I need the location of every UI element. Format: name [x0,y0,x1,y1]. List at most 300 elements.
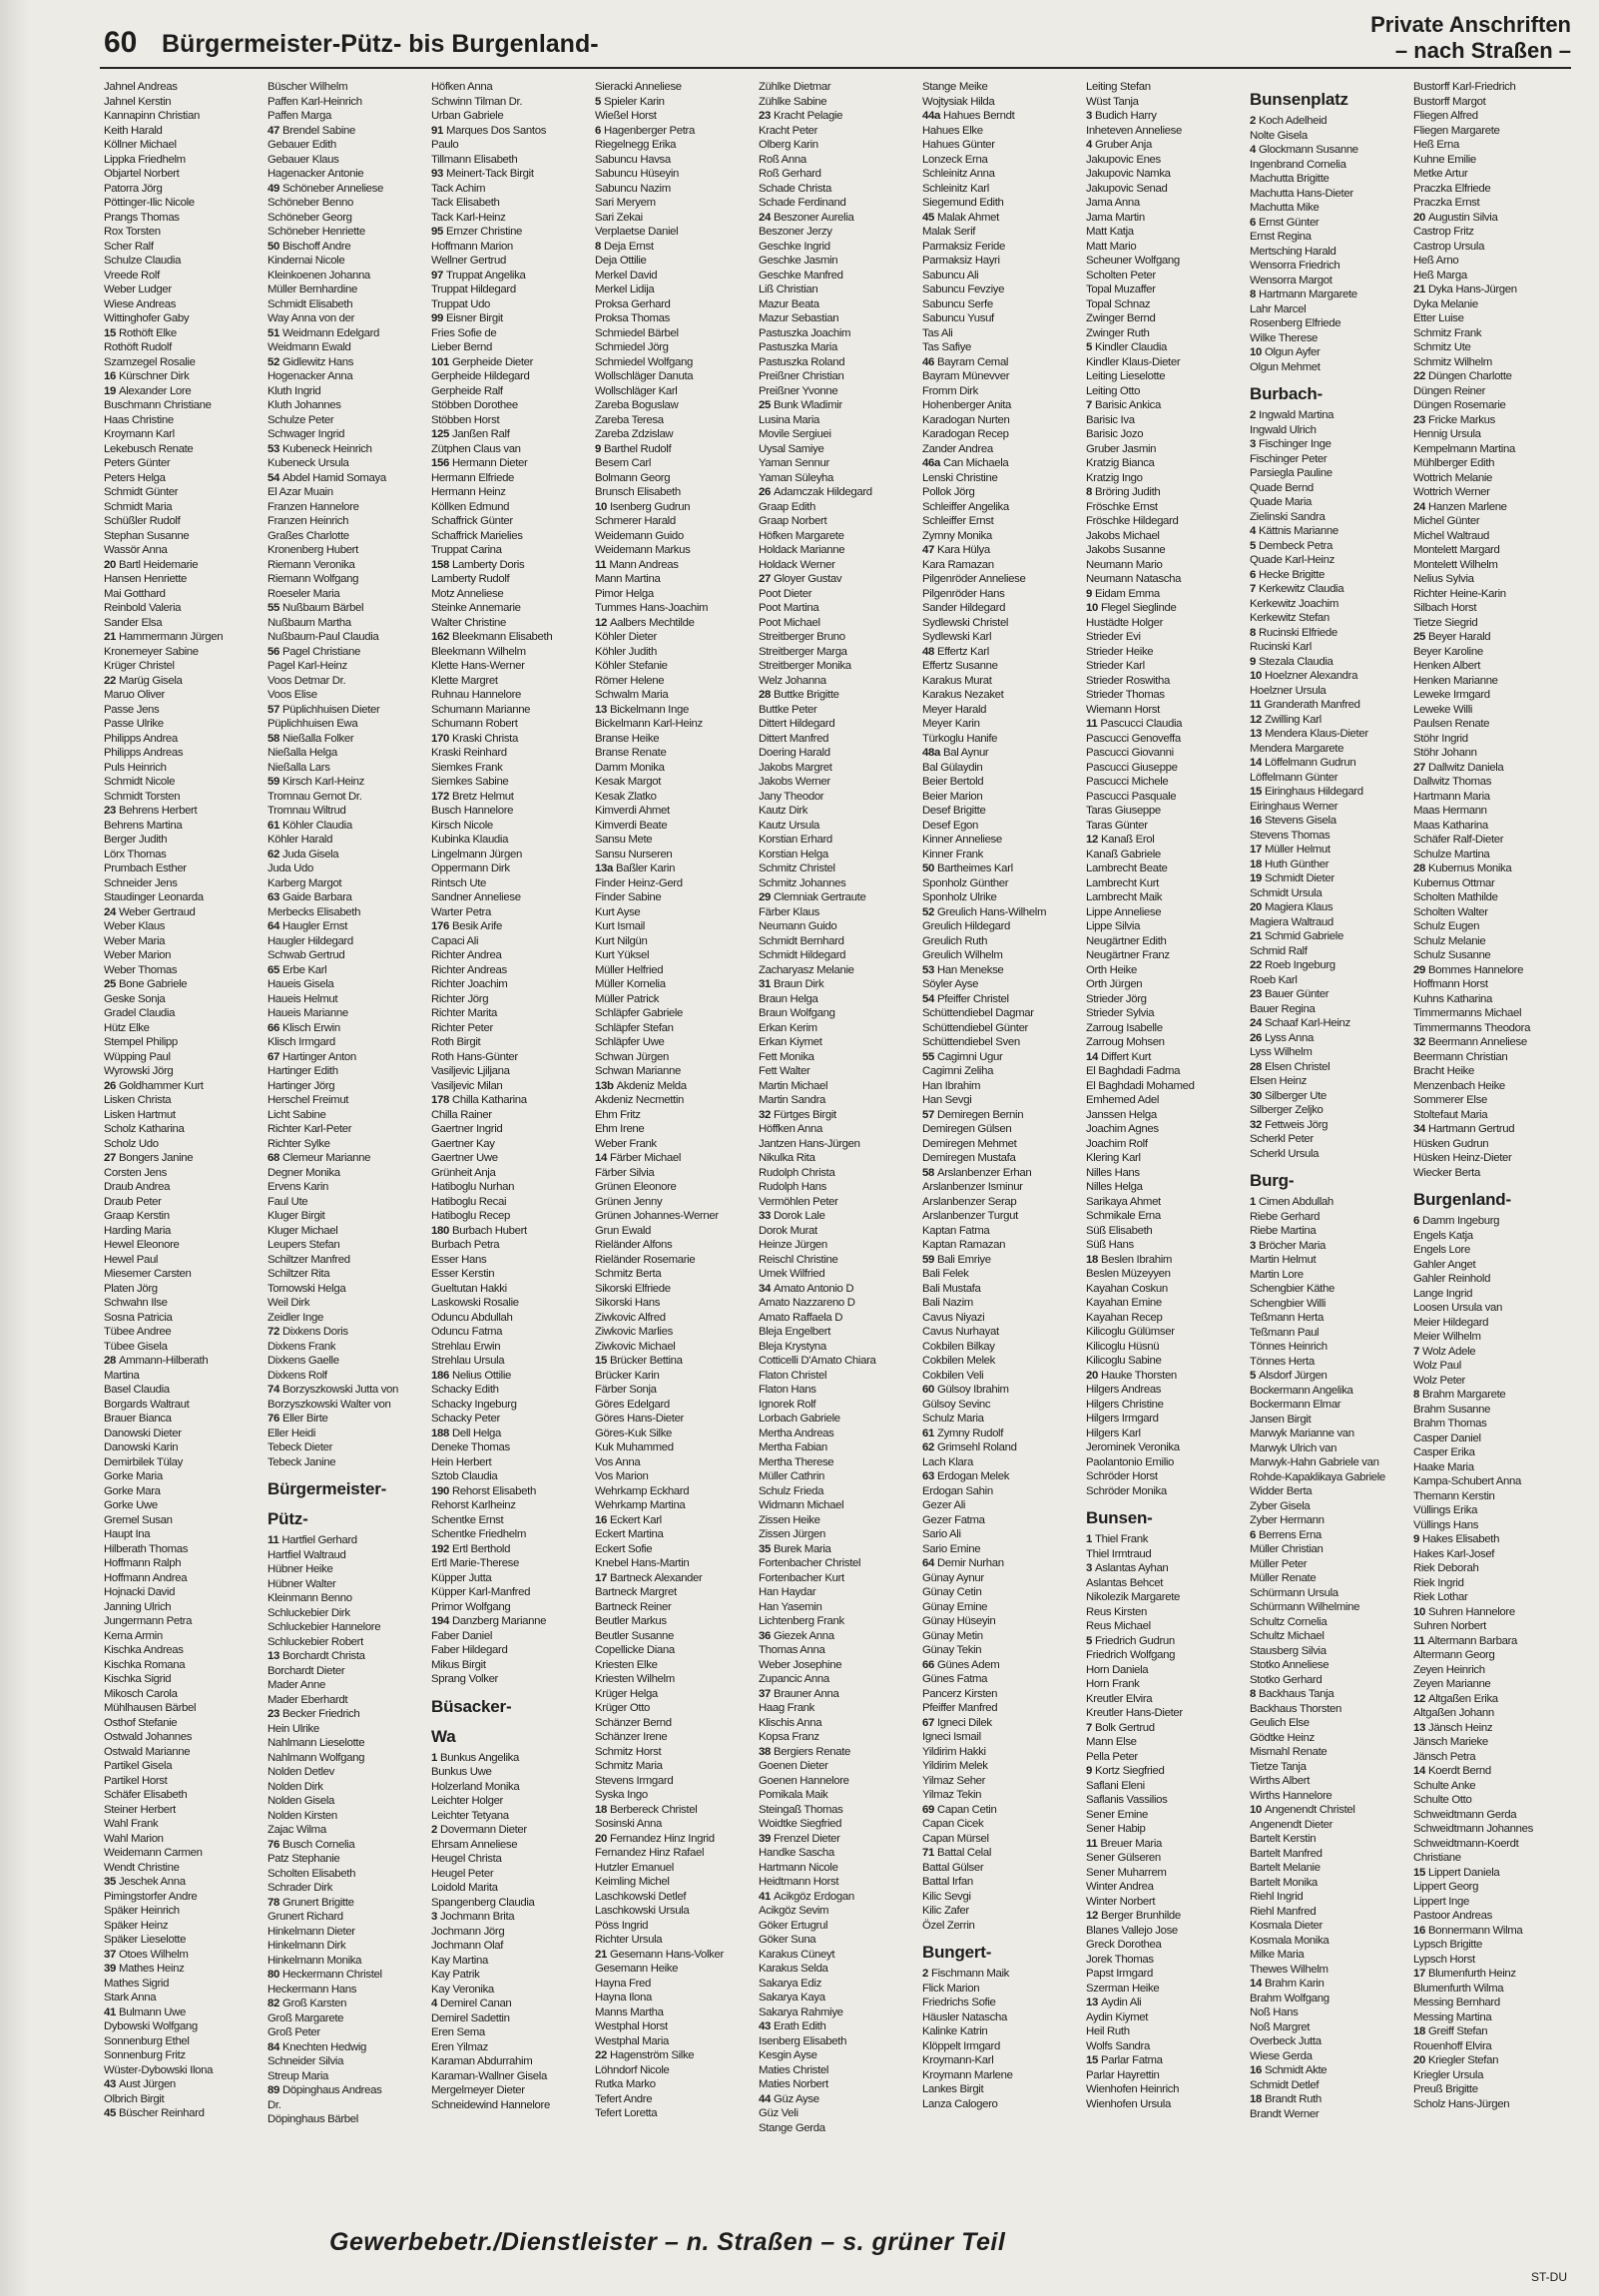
resident-name: Han Ibrahim [922,1079,981,1092]
resident-name: Schmidt Bernhard [759,934,844,947]
resident-entry [104,616,262,631]
resident-entry [1413,890,1571,905]
resident-name: Zütphen Claus van [431,442,521,455]
resident-name: Zareba Boguslaw [595,399,679,411]
resident-name: Passe Ulrike [104,718,164,730]
resident-name: Leweke Irmgard [1413,689,1490,701]
resident-name: Hoffmann Ralph [104,1557,182,1569]
resident-entry [1086,311,1244,326]
resident-name: Püplichhuisen Dieter [281,703,380,716]
resident-name: Kindernai Nicole [267,255,345,267]
resident-entry [104,109,262,124]
resident-entry [1413,1035,1571,1050]
resident-name: Rudolph Christa [759,1166,835,1179]
resident-entry [595,1585,753,1600]
resident-entry [1413,1432,1571,1446]
resident-name: Meyer Harald [922,703,987,716]
resident-name: Heugel Christa [431,1853,502,1865]
resident-name: Bustorff Margot [1413,95,1486,108]
resident-name: Gaertner Kay [431,1137,495,1150]
resident-entry [595,1282,753,1297]
resident-name: Streitberger Monika [759,660,851,672]
resident-name: Barisic Jozo [1086,428,1144,440]
resident-entry [922,514,1080,529]
resident-entry [104,167,262,182]
resident-name: Blumenfurth Heinz [1427,1968,1516,1980]
resident-entry [267,1678,425,1693]
resident-entry [267,1867,425,1882]
resident-entry [1250,1948,1407,1963]
resident-name: Schumann Robert [431,718,518,730]
resident-name: Kilic Sevgi [922,1890,971,1903]
resident-entry [1250,158,1407,173]
resident-name: Pastuszka Roland [759,355,845,368]
resident-name: Vüllings Hans [1413,1518,1479,1531]
resident-name: Richter Andrea [431,949,502,961]
resident-name: Schöneber Henriette [267,226,365,238]
resident-name: Heß Arno [1413,255,1459,267]
resident-name: Desef Egon [922,819,979,832]
resident-entry [595,1745,753,1760]
resident-name: Bayram Münevver [922,370,1010,382]
resident-name: Schneidewind Hannelore [431,2098,550,2111]
resident-name: Dittert Manfred [759,732,829,745]
resident-entry [1250,1876,1407,1891]
resident-entry [759,630,916,645]
resident-entry [922,948,1080,963]
resident-name: Heinze Jürgen [759,1239,827,1251]
resident-name: Bone Gabriele [118,978,188,990]
resident-name: Staudinger Leonarda [104,891,204,903]
resident-entry [1250,481,1407,496]
resident-name: Hutzler Emanuel [595,1861,674,1874]
resident-name: Eren Sema [431,2026,485,2038]
resident-name: Zissen Jürgen [759,1528,825,1540]
resident-entry [1086,819,1244,834]
listing-column-4 [595,80,753,2216]
resident-entry [1086,1122,1244,1137]
resident-entry [595,326,753,341]
resident-name: Wirths Albert [1250,1775,1311,1787]
resident-name: Gaertner Uwe [431,1152,498,1164]
resident-name: Elsen Christel [1264,1060,1331,1073]
resident-name: Degner Monika [267,1166,340,1179]
resident-entry [1086,456,1244,471]
resident-entry [1413,1851,1571,1866]
house-number: 6 [595,124,601,137]
resident-name: Mann Martina [595,573,661,585]
house-number: 48a [922,747,940,759]
resident-name: Ingenbrand Cornelia [1250,158,1346,171]
resident-name: Parmaksiz Feride [922,240,1006,253]
resident-name: Braun Helga [759,992,818,1005]
house-number: 12 [1250,713,1262,726]
resident-name: Gahler Anget [1413,1258,1476,1271]
resident-entry [922,1137,1080,1152]
resident-entry [759,1629,916,1644]
resident-name: Parmaksiz Hayri [922,255,1000,267]
resident-entry [1413,1287,1571,1302]
resident-name: Zajac Wilma [267,1824,326,1836]
resident-name: Ziwkovic Alfred [595,1311,666,1324]
resident-name: Laschkowski Ursula [595,1905,690,1917]
resident-name: Flegel Sieglinde [1100,602,1177,614]
resident-name: Scholz Katharina [104,1123,185,1135]
resident-name: Alexander Lore [118,384,192,397]
resident-name: Püplichhuisen Ewa [267,718,358,730]
resident-name: Rox Torsten [104,226,161,238]
resident-entry [267,2040,425,2055]
house-number: 13 [1250,728,1262,740]
resident-entry [431,1238,589,1253]
resident-entry [1086,645,1244,660]
resident-name: Fürtges Birgit [773,1108,836,1121]
resident-name: Can Michaela [942,457,1009,469]
resident-entry [1413,1301,1571,1316]
house-number: 95 [431,226,443,238]
resident-entry [759,1122,916,1137]
resident-name: Neumann Mario [1086,558,1163,571]
resident-entry [595,1542,753,1557]
resident-name: Zander Andrea [922,442,993,455]
street-heading: Burbach- [1250,384,1324,403]
house-number: 16 [1413,1924,1425,1937]
resident-name: Castrop Ursula [1413,240,1485,253]
resident-entry [1250,1118,1407,1133]
resident-name: Praczka Elfriede [1413,182,1491,195]
house-number: 45 [104,2107,116,2119]
resident-entry [1086,572,1244,587]
resident-entry [431,1122,589,1137]
house-number: 8 [1413,1389,1419,1401]
resident-entry [922,1122,1080,1137]
resident-name: Zareba Zdzislaw [595,428,674,440]
resident-entry [1086,485,1244,500]
resident-entry [595,616,753,631]
resident-name: Lamberty Rudolf [431,573,510,585]
resident-entry [595,1484,753,1499]
resident-name: Glockmann Susanne [1259,144,1358,156]
resident-entry [759,2006,916,2020]
resident-name: Braun Wolfgang [759,1007,835,1019]
resident-entry [1413,572,1571,587]
resident-name: Janning Ulrich [104,1600,172,1613]
resident-name: Otoes Wilhelm [118,1948,189,1961]
resident-entry [104,1195,262,1210]
resident-name: Kara Ramazan [922,558,994,571]
resident-entry [595,1064,753,1079]
resident-name: Höfken Margarete [759,529,844,542]
resident-entry [759,1238,916,1253]
resident-entry [431,240,589,255]
resident-name: Kreutler Hans-Dieter [1086,1707,1183,1719]
resident-entry [922,674,1080,689]
resident-name: Capaci Ali [431,934,479,947]
resident-entry [922,861,1080,876]
resident-entry [922,225,1080,240]
resident-entry [595,861,753,876]
resident-name: Sabuncu Nazim [595,182,671,195]
resident-name: Nikolezik Margarete [1086,1591,1181,1603]
resident-entry [1413,1938,1571,1953]
resident-name: Jungermann Petra [104,1615,193,1627]
resident-entry [267,1427,425,1441]
resident-entry [759,297,916,312]
resident-entry [267,2083,425,2098]
resident-entry [759,1137,916,1152]
resident-name: Graap Norbert [759,515,827,527]
house-number: 61 [922,1427,934,1439]
resident-name: Bartelt Monika [1250,1876,1318,1889]
resident-entry [595,167,753,182]
resident-entry [922,1716,1080,1731]
resident-name: Siemkes Frank [431,761,503,774]
resident-name: Ehm Irene [595,1123,645,1135]
resident-name: Gueltutan Hakki [431,1282,507,1295]
resident-name: Yildirim Hakki [922,1745,986,1758]
resident-entry [267,1021,425,1036]
resident-entry [1413,645,1571,660]
resident-name: Beermann Christian [1413,1050,1508,1063]
resident-name: Holdack Werner [759,558,835,571]
resident-name: Peters Günter [104,457,171,469]
resident-entry [1250,900,1407,915]
resident-name: Rosenberg Elfriede [1250,317,1341,329]
resident-entry [1250,640,1407,655]
resident-name: Kerna Armin [104,1629,163,1642]
resident-name: Schulz Eugen [1413,920,1480,932]
resident-entry [922,1469,1080,1484]
resident-entry [104,761,262,776]
resident-entry [759,890,916,905]
resident-name: Schöneber Georg [267,211,352,224]
resident-entry [431,1484,589,1499]
resident-entry [595,1166,753,1181]
resident-name: Scholten Peter [1086,269,1156,282]
resident-entry [1086,355,1244,370]
resident-entry [595,1108,753,1123]
resident-entry [595,1759,753,1774]
resident-name: Machutta Brigitte [1250,173,1330,185]
resident-entry [1250,510,1407,525]
resident-entry [1086,630,1244,645]
resident-entry [1250,1132,1407,1147]
resident-entry [595,819,753,834]
resident-entry [759,572,916,587]
house-number: 186 [431,1369,449,1382]
resident-entry [1250,611,1407,626]
resident-entry [1413,254,1571,269]
resident-entry [431,340,589,355]
resident-entry [1086,1924,1244,1939]
house-number: 22 [595,2049,607,2061]
resident-name: Mertha Andreas [759,1427,834,1439]
resident-name: Wojtysiak Hilda [922,95,995,108]
resident-name: Lippka Friedhelm [104,153,186,166]
resident-entry [1413,1561,1571,1576]
resident-name: Wirths Hannelore [1250,1789,1332,1802]
resident-entry [922,95,1080,110]
resident-name: Altgaßen Erika [1427,1692,1498,1705]
resident-name: Schmitz Christel [759,862,835,874]
house-number: 13a [595,862,613,874]
resident-name: Bartelt Kerstin [1250,1833,1317,1845]
resident-name: Karakus Murat [922,674,992,687]
resident-entry [1086,876,1244,891]
resident-entry [431,456,589,471]
resident-entry [922,1180,1080,1195]
resident-entry [431,1780,589,1795]
house-number: 46 [922,355,934,368]
resident-name: Dittert Hildegard [759,718,835,730]
resident-name: Stöhr Ingrid [1413,732,1468,745]
resident-entry [431,1035,589,1050]
resident-entry [267,355,425,370]
house-number: 23 [1250,988,1262,1000]
resident-name: Greck Dorothea [1086,1939,1162,1951]
resident-name: Engels Lore [1413,1244,1470,1256]
resident-name: Dixkens Doris [281,1326,348,1338]
resident-name: Kayahan Emine [1086,1297,1162,1309]
house-number: 66 [267,1021,279,1034]
resident-entry [1250,1615,1407,1630]
resident-name: Fröschke Ernst [1086,500,1158,513]
resident-name: Bunkus Angelika [440,1751,519,1764]
resident-name: Frenzel Dieter [773,1832,840,1845]
resident-name: Wittinghofer Gaby [104,312,190,324]
resident-entry [104,630,262,645]
resident-entry [431,1542,589,1557]
resident-entry [759,876,916,891]
resident-name: Steingaß Thomas [759,1803,843,1816]
resident-name: Schwager Ingrid [267,428,345,440]
resident-name: Wolz Adele [1422,1345,1476,1358]
resident-name: Deja Ernst [604,240,654,253]
resident-entry [1413,138,1571,153]
resident-entry [267,601,425,616]
resident-entry [595,1977,753,1992]
house-number: 13 [1086,1997,1098,2009]
resident-entry [1413,326,1571,341]
resident-name: Schürmann Wilhelmine [1250,1601,1360,1613]
resident-name: Köllken Edmund [431,500,510,513]
resident-name: Pöss Ingrid [595,1919,649,1932]
resident-name: Hatiboglu Recep [431,1210,510,1222]
resident-entry [595,1137,753,1152]
house-number: 13b [595,1079,614,1092]
resident-name: Klisch Erwin [281,1021,340,1034]
resident-name: Arslanbenzer Isminur [922,1181,1023,1193]
resident-entry [267,1296,425,1311]
resident-entry [104,1122,262,1137]
resident-name: Leiting Lieselotte [1086,370,1166,382]
resident-name: Behrens Martina [104,819,183,832]
resident-name: Korstian Helga [759,848,828,861]
house-number: 8 [595,240,601,253]
resident-entry [1250,230,1407,245]
resident-entry [1250,2006,1407,2020]
resident-entry [267,1050,425,1065]
resident-name: Gaertner Ingrid [431,1123,503,1135]
resident-name: Klischis Anna [759,1716,822,1729]
resident-entry [922,688,1080,703]
house-number: 78 [267,1896,279,1909]
resident-name: Schmitz Wilhelm [1413,355,1492,368]
resident-entry [1250,1427,1407,1441]
resident-entry [431,2011,589,2026]
resident-entry [922,1455,1080,1470]
resident-entry [1413,1214,1571,1229]
resident-entry [595,1919,753,1934]
resident-name: Ostwald Marianne [104,1745,191,1758]
resident-entry [595,2006,753,2020]
resident-entry [759,413,916,428]
resident-name: Pilgenröder Hans [922,587,1005,600]
resident-entry [267,1064,425,1079]
resident-name: Göker Suna [759,1934,816,1946]
resident-entry [1086,1079,1244,1094]
resident-name: Kriegler Ursula [1413,2068,1484,2081]
resident-entry [1413,1374,1571,1389]
resident-entry [1086,963,1244,978]
resident-entry [595,2077,753,2092]
resident-name: Schmiedel Wolfgang [595,355,693,368]
house-number: 5 [1250,1370,1256,1382]
resident-entry [922,384,1080,399]
house-number: 13 [267,1650,279,1662]
resident-name: Mendera Margarete [1250,742,1344,755]
house-number: 41 [104,2006,116,2018]
house-number: 6 [1413,1215,1419,1227]
resident-entry [759,1933,916,1948]
resident-entry [595,905,753,920]
resident-entry [1413,659,1571,674]
resident-name: Sonnenburg Ethel [104,2034,190,2047]
resident-entry [922,1527,1080,1542]
resident-name: Milke Maria [1250,1949,1305,1961]
resident-entry [104,1687,262,1702]
resident-entry [1413,1634,1571,1649]
resident-name: Hermann Heinz [431,486,506,498]
resident-entry [1413,1258,1571,1273]
resident-entry [1413,1576,1571,1591]
resident-entry [595,1861,753,1876]
resident-name: Kroymann Karl [104,428,175,440]
resident-name: Buttke Brigitte [773,689,839,701]
resident-entry [1413,355,1571,370]
resident-entry [104,861,262,876]
house-number: 82 [267,1998,279,2009]
resident-entry [431,963,589,978]
resident-entry [104,1585,262,1600]
resident-entry [759,2063,916,2078]
resident-name: Friedrichs Sofie [922,1997,996,2009]
resident-entry [431,1838,589,1853]
resident-name: Müller Peter [1250,1557,1308,1570]
resident-entry [431,1983,589,1998]
resident-entry [1250,958,1407,973]
resident-name: Marwyk Ulrich van [1250,1441,1337,1454]
resident-entry [1086,587,1244,602]
house-number: 4 [431,1998,437,2009]
resident-name: Westphal Horst [595,2020,668,2032]
resident-name: Poot Dieter [759,587,812,600]
resident-entry [104,977,262,992]
resident-name: Mazur Beata [759,297,819,310]
resident-name: Riegelnegg Erika [595,139,677,151]
resident-name: Olberg Karin [759,139,818,151]
resident-entry [431,1939,589,1954]
